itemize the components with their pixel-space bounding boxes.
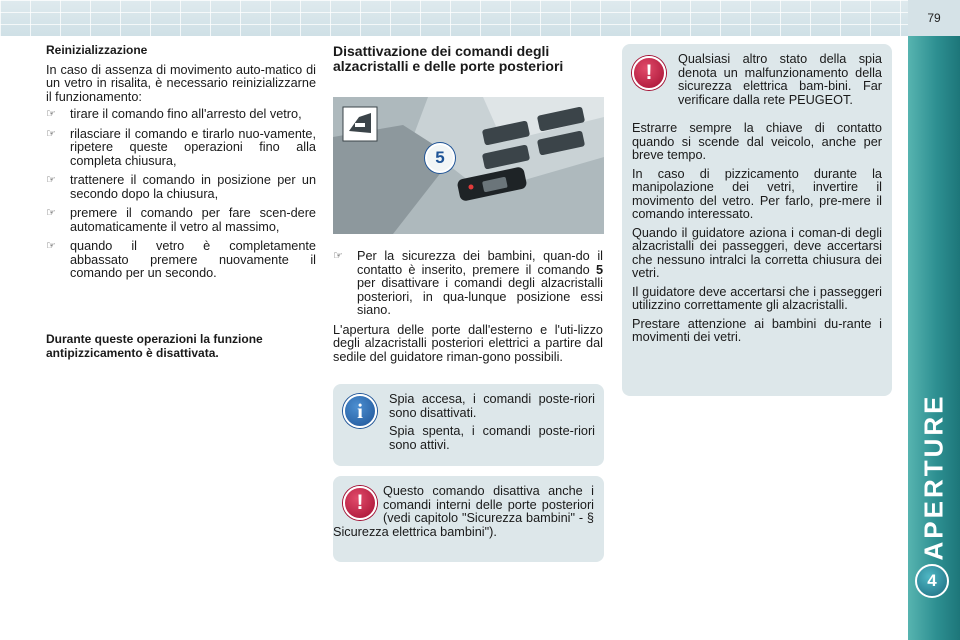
hand-pointer-icon: ☞ bbox=[46, 174, 56, 186]
hand-pointer-icon: ☞ bbox=[46, 207, 56, 219]
paragraph-pinching: In caso di pizzicamento durante la manipolazione dei vetri, invertire il movimento del vetro. Per farlo, pre-mere il comando interessato. bbox=[632, 166, 882, 221]
top-banner bbox=[0, 0, 908, 36]
warning-box bbox=[333, 476, 604, 562]
list-item: ☞ rilasciare il comando e tirarlo nuo-vamente, ripetere queste operazioni fino alla completa chiusura, bbox=[46, 126, 316, 168]
anti-pinch-note: Durante queste operazioni la funzione antipizzicamento è disattivata. bbox=[46, 332, 263, 360]
chapter-number-badge: 4 bbox=[915, 564, 949, 598]
door-panel-drawing bbox=[333, 97, 604, 234]
warning-icon: ! bbox=[343, 486, 377, 520]
info-icon: i bbox=[343, 394, 377, 428]
callout-number: 5 bbox=[425, 143, 455, 173]
rear-doors-paragraph: L'apertura delle porte dall'esterno e l'uti-lizzo degli alzacristalli posteriori elettrici a partire dal sedile del guidatore riman-gono possibili. bbox=[333, 322, 603, 364]
page-number: 79 bbox=[908, 0, 960, 36]
list-item: ☞ Per la sicurezza dei bambini, quan-do il contatto è inserito, premere il comando 5 per disattivare i comandi degli alzacristalli posteriori, in qua-lunque posizione essi siano. bbox=[333, 249, 603, 317]
malfunction-text: Qualsiasi altro stato della spia denota un malfunzionamento della sicurezza elettrica bam-bini. Far verificare dalla rete PEUGEOT. bbox=[678, 52, 882, 107]
hand-pointer-icon: ☞ bbox=[46, 108, 56, 120]
warning-text: Questo comando disattiva anche i comandi interni delle porte posteriori (vedi capitolo "Sicurezza bambini" - § Sicurezza elettrica bambini"). bbox=[333, 484, 594, 539]
list-item: ☞ premere il comando per fare scen-dere automaticamente il vetro al massimo, bbox=[46, 206, 316, 234]
paragraph-key: Estrarre sempre la chiave di contatto quando si scende dal veicolo, anche per breve tempo. bbox=[632, 121, 882, 162]
chapter-label: APERTURE bbox=[918, 393, 949, 561]
section-heading-deactivation: Disattivazione dei comandi degli alzacristalli e delle porte posteriori bbox=[333, 43, 564, 74]
list-item: ☞ tirare il comando fino all'arresto del vetro, bbox=[46, 107, 302, 121]
paragraph-children: Prestare attenzione ai bambini du-rante i movimenti dei vetri. bbox=[632, 316, 882, 344]
info-box bbox=[333, 384, 604, 466]
command-number: 5 bbox=[595, 262, 603, 277]
list-item: ☞ trattenere il comando in posizione per un secondo dopo la chiusura, bbox=[46, 173, 316, 201]
middle-text bbox=[333, 250, 603, 368]
hand-pointer-icon: ☞ bbox=[46, 240, 56, 252]
warning-icon: ! bbox=[632, 56, 666, 90]
paragraph-passengers: Il guidatore deve accertarsi che i passeggeri utilizzino correttamente gli alzacristalli. bbox=[632, 284, 882, 312]
warning-box-main bbox=[622, 44, 892, 396]
hand-pointer-icon: ☞ bbox=[333, 250, 343, 262]
hand-pointer-icon: ☞ bbox=[46, 127, 56, 140]
indicator-off-text: Spia spenta, i comandi poste-riori sono attivi. bbox=[389, 424, 595, 452]
window-switch-illustration bbox=[333, 97, 604, 234]
left-column bbox=[46, 44, 316, 287]
paragraph-driver-check: Quando il guidatore aziona i coman-di degli alzacristalli dei passeggeri, deve accertarsi che nessuno intralci la corretta chiusura dei vetri. bbox=[632, 225, 882, 280]
intro-paragraph: In caso di assenza di movimento auto-matico di un vetro in risalita, è necessario reinizializzarne il funzionamento: bbox=[46, 62, 316, 104]
indicator-on-text: Spia accesa, i comandi poste-riori sono disattivati. bbox=[389, 392, 595, 420]
middle-column bbox=[333, 44, 603, 86]
list-item: ☞ quando il vetro è completamente abbassato premere nuovamente il comando per un secondo. bbox=[46, 239, 316, 280]
section-heading-reinit: Reinizializzazione bbox=[46, 43, 148, 57]
